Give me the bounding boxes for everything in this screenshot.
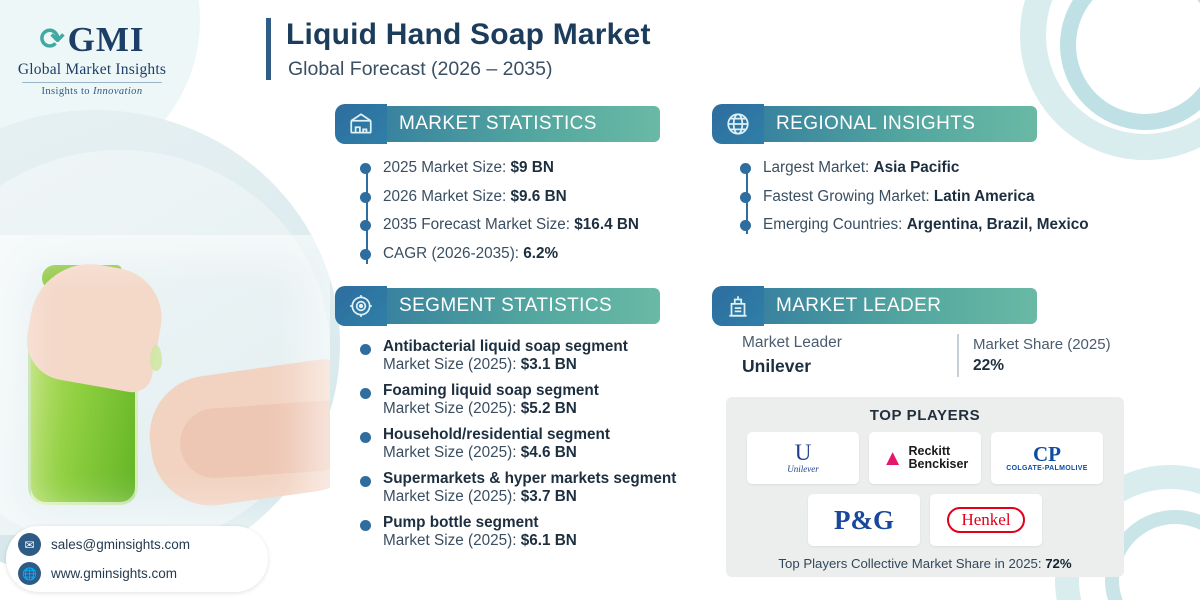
list-item bbox=[360, 514, 720, 556]
bullet-dot bbox=[360, 476, 371, 487]
item-value: 6.2% bbox=[523, 244, 559, 262]
item-value: Argentina, Brazil, Mexico bbox=[906, 216, 1089, 234]
item-label: 2035 Forecast Market Size: bbox=[383, 216, 575, 234]
list-item-text bbox=[383, 158, 554, 179]
henkel-mark: Henkel bbox=[947, 507, 1024, 533]
segment-target-icon bbox=[335, 286, 387, 326]
segment-subtext bbox=[383, 444, 577, 462]
market-leader-name-block bbox=[742, 334, 957, 377]
unilever-logo bbox=[747, 432, 859, 484]
contact-email-row[interactable] bbox=[18, 533, 268, 556]
list-item bbox=[360, 338, 720, 380]
market-statistics-list bbox=[360, 158, 690, 273]
logo-wordmark bbox=[12, 22, 172, 57]
item-label: 2026 Market Size: bbox=[383, 187, 511, 205]
title-accent-bar bbox=[266, 18, 271, 80]
list-item bbox=[740, 187, 1090, 208]
contact-website[interactable]: www.gminsights.com bbox=[51, 566, 178, 581]
section-title-segment-statistics: SEGMENT STATISTICS bbox=[377, 288, 660, 324]
bullet-dot bbox=[360, 192, 371, 203]
list-item bbox=[360, 215, 690, 236]
segment-subtext bbox=[383, 400, 577, 418]
swoosh-icon: ⟳ bbox=[39, 22, 66, 56]
segment-sub-label: Market Size (2025): bbox=[383, 444, 521, 461]
reckitt-benckiser-logo bbox=[869, 432, 981, 484]
list-item-text bbox=[763, 187, 1034, 208]
market-leader-label: Market Leader bbox=[742, 334, 842, 351]
reckitt-line2: Benckiser bbox=[908, 457, 969, 471]
reckitt-line1: Reckitt bbox=[908, 443, 951, 458]
market-share-label: Market Share (2025) bbox=[973, 336, 1111, 353]
colgate-text: COLGATE-PALMOLIVE bbox=[1006, 465, 1088, 472]
item-label: CAGR (2026-2035): bbox=[383, 244, 524, 262]
logo-tagline-italic: Innovation bbox=[92, 86, 143, 97]
top-players-footer-label: Top Players Collective Market Share in 2025: bbox=[778, 556, 1046, 571]
henkel-logo bbox=[930, 494, 1042, 546]
bullet-dot bbox=[740, 163, 751, 174]
segment-sub-value: $3.7 BN bbox=[520, 488, 577, 505]
colgate-palmolive-logo bbox=[991, 432, 1103, 484]
segment-sub-label: Market Size (2025): bbox=[383, 488, 521, 505]
colgate-mark: CP bbox=[1033, 442, 1061, 466]
section-header-segment-statistics bbox=[335, 286, 660, 326]
logo-main-text: GMI bbox=[67, 20, 145, 59]
list-item bbox=[360, 158, 690, 179]
top-players-footer bbox=[740, 556, 1110, 571]
page-subtitle: Global Forecast (2026 – 2035) bbox=[288, 58, 553, 80]
item-value: Latin America bbox=[933, 187, 1035, 205]
segment-title: Supermarkets & hyper markets segment bbox=[383, 470, 677, 487]
bullet-dot bbox=[360, 388, 371, 399]
segment-title: Pump bottle segment bbox=[383, 514, 539, 531]
segment-sub-value: $3.1 BN bbox=[520, 356, 577, 373]
list-item bbox=[740, 158, 1090, 179]
list-item-text bbox=[763, 158, 959, 179]
reckitt-mark-icon: ▲ bbox=[881, 445, 904, 470]
bullet-dot bbox=[740, 192, 751, 203]
segment-title: Antibacterial liquid soap segment bbox=[383, 338, 628, 355]
item-value: $9 BN bbox=[510, 159, 554, 176]
bullet-dot bbox=[360, 163, 371, 174]
contact-website-row[interactable] bbox=[18, 562, 268, 585]
market-share-block bbox=[973, 334, 1111, 377]
item-label: Fastest Growing Market: bbox=[763, 187, 934, 205]
item-value: $9.6 BN bbox=[510, 187, 567, 205]
page-title: Liquid Hand Soap Market bbox=[286, 18, 651, 51]
bullet-dot bbox=[360, 344, 371, 355]
item-label: 2025 Market Size: bbox=[383, 159, 511, 176]
procter-and-gamble-logo bbox=[808, 494, 920, 546]
item-label: Emerging Countries: bbox=[763, 216, 907, 234]
company-logo bbox=[12, 22, 172, 112]
logo-subtitle: Global Market Insights bbox=[17, 61, 167, 78]
market-leader-divider bbox=[957, 334, 959, 377]
segment-sub-value: $5.2 BN bbox=[520, 400, 577, 417]
section-title-regional-insights: REGIONAL INSIGHTS bbox=[754, 106, 1037, 142]
top-players-card bbox=[726, 397, 1124, 577]
top-players-footer-value: 72% bbox=[1045, 556, 1072, 571]
market-share-value: 22% bbox=[973, 357, 1005, 374]
segment-sub-label: Market Size (2025): bbox=[383, 532, 521, 549]
segment-subtext bbox=[383, 532, 577, 550]
unilever-mark: U bbox=[794, 440, 812, 466]
segment-title: Household/residential segment bbox=[383, 426, 610, 443]
globe-icon bbox=[712, 104, 764, 144]
section-title-market-statistics: MARKET STATISTICS bbox=[377, 106, 660, 142]
segment-subtext bbox=[383, 488, 577, 506]
top-players-row-2 bbox=[740, 494, 1110, 546]
segment-title: Foaming liquid soap segment bbox=[383, 382, 599, 399]
section-header-market-statistics bbox=[335, 104, 660, 144]
list-item-text bbox=[763, 215, 1089, 236]
section-title-market-leader: MARKET LEADER bbox=[754, 288, 1037, 324]
list-item-text bbox=[383, 187, 567, 208]
contact-card bbox=[6, 526, 268, 592]
bullet-dot bbox=[360, 520, 371, 531]
list-item bbox=[360, 187, 690, 208]
section-header-market-leader bbox=[712, 286, 1037, 326]
list-item bbox=[360, 426, 720, 468]
logo-tagline-prefix: Insights to bbox=[41, 86, 93, 97]
unilever-name: Unilever bbox=[787, 463, 819, 474]
bullet-dot bbox=[360, 220, 371, 231]
bullet-dot bbox=[740, 220, 751, 231]
bullet-dot bbox=[360, 249, 371, 260]
segment-sub-label: Market Size (2025): bbox=[383, 400, 521, 417]
list-item bbox=[360, 382, 720, 424]
bullet-dot bbox=[360, 432, 371, 443]
logo-tagline bbox=[12, 86, 172, 97]
segment-statistics-list bbox=[360, 338, 720, 558]
list-item bbox=[740, 215, 1090, 236]
product-photo bbox=[0, 235, 330, 535]
segment-subtext bbox=[383, 356, 577, 374]
photo-vignette bbox=[0, 235, 330, 535]
logo-divider bbox=[22, 82, 162, 83]
segment-sub-value: $6.1 BN bbox=[520, 532, 577, 549]
item-value: $16.4 BN bbox=[574, 216, 639, 234]
regional-insights-list bbox=[740, 158, 1090, 244]
segment-sub-value: $4.6 BN bbox=[520, 444, 577, 461]
top-players-title: TOP PLAYERS bbox=[869, 407, 981, 424]
segment-sub-label: Market Size (2025): bbox=[383, 356, 521, 373]
list-item bbox=[360, 244, 690, 265]
market-leader-details bbox=[742, 334, 1162, 377]
list-item-text bbox=[383, 244, 558, 265]
section-header-regional-insights bbox=[712, 104, 1037, 144]
reckitt-text bbox=[909, 445, 969, 471]
trophy-building-icon bbox=[712, 286, 764, 326]
reckitt-logo-inner bbox=[882, 445, 969, 471]
top-players-row-1 bbox=[740, 432, 1110, 484]
contact-email[interactable]: sales@gminsights.com bbox=[51, 537, 191, 552]
globe-icon: 🌐 bbox=[18, 562, 41, 585]
market-statistics-icon bbox=[335, 104, 387, 144]
pg-mark: P&G bbox=[834, 504, 894, 535]
list-item-text bbox=[383, 215, 639, 236]
item-label: Largest Market: bbox=[763, 159, 874, 176]
list-item bbox=[360, 470, 720, 512]
item-value: Asia Pacific bbox=[873, 159, 960, 176]
envelope-icon: ✉ bbox=[18, 533, 41, 556]
market-leader-value: Unilever bbox=[742, 356, 812, 376]
